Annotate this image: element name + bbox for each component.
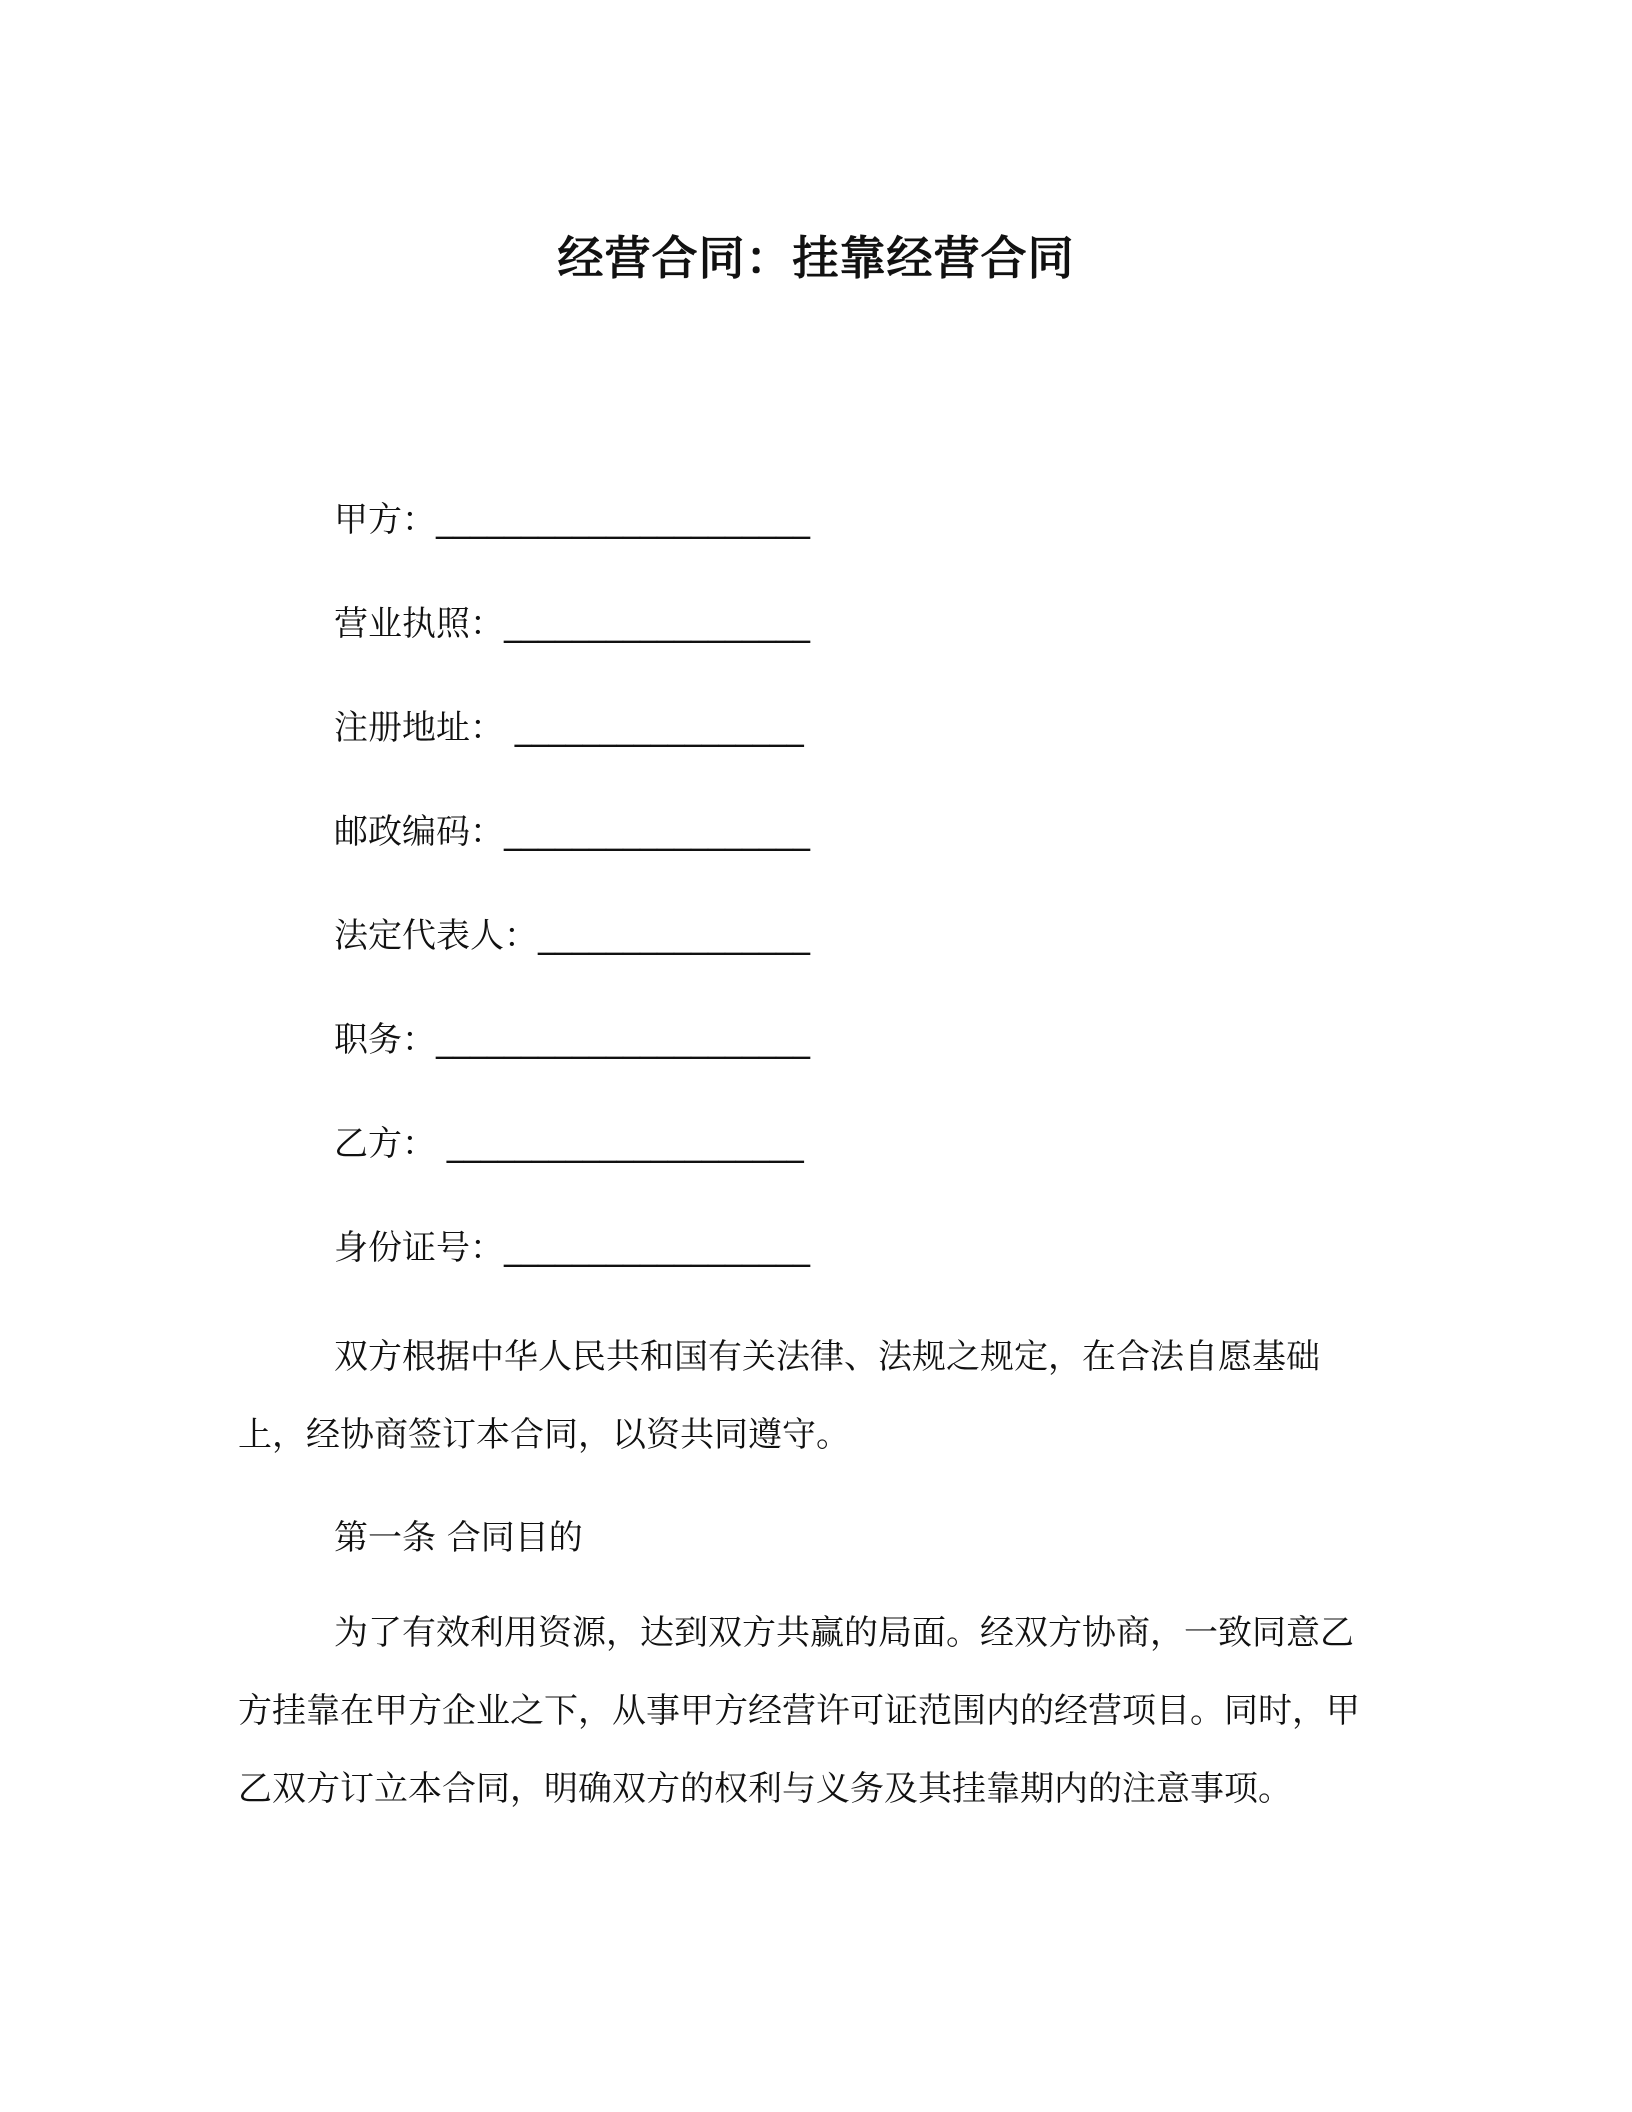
field-blank: _____________________ (436, 1124, 804, 1164)
field-blank: __________________ (504, 812, 810, 852)
field-blank: ______________________ (436, 1020, 810, 1060)
field-label: 营业执照： (334, 604, 504, 644)
field-label: 注册地址： (334, 708, 504, 748)
field-blank: _________________ (504, 708, 804, 748)
field-label: 乙方： (334, 1124, 436, 1164)
field-business-license (334, 594, 1334, 698)
party-info-fields (334, 490, 1334, 1322)
field-blank: __________________ (504, 604, 810, 644)
field-party-b (334, 1114, 1334, 1218)
article-1-heading: 第一条 合同目的 (334, 1518, 583, 1558)
field-blank: __________________ (504, 1228, 810, 1268)
field-label: 职务： (334, 1020, 436, 1060)
article-1-body: 为了有效利用资源，达到双方共赢的局面。经双方协商，一致同意乙方挂靠在甲方企业之下，从事甲方经营许可证范围内的经营项目。同时，甲乙双方订立本合同，明确双方的权利与义务及其挂靠期内的注意事项。 (238, 1613, 1360, 1809)
field-blank: ______________________ (436, 500, 810, 540)
field-blank: ________________ (538, 916, 810, 956)
field-label: 邮政编码： (334, 812, 504, 852)
field-label: 法定代表人： (334, 916, 538, 956)
field-label: 身份证号： (334, 1228, 504, 1268)
field-label: 甲方： (334, 500, 436, 540)
field-position (334, 1010, 1334, 1114)
intro-paragraph: 双方根据中华人民共和国有关法律、法规之规定，在合法自愿基础上，经协商签订本合同，以资共同遵守。 (238, 1337, 1320, 1455)
document-title: 经营合同：挂靠经营合同 (557, 231, 1075, 285)
field-id-number (334, 1218, 1334, 1322)
field-legal-representative (334, 906, 1334, 1010)
field-postal-code (334, 802, 1334, 906)
field-registered-address (334, 698, 1334, 802)
field-party-a (334, 490, 1334, 594)
